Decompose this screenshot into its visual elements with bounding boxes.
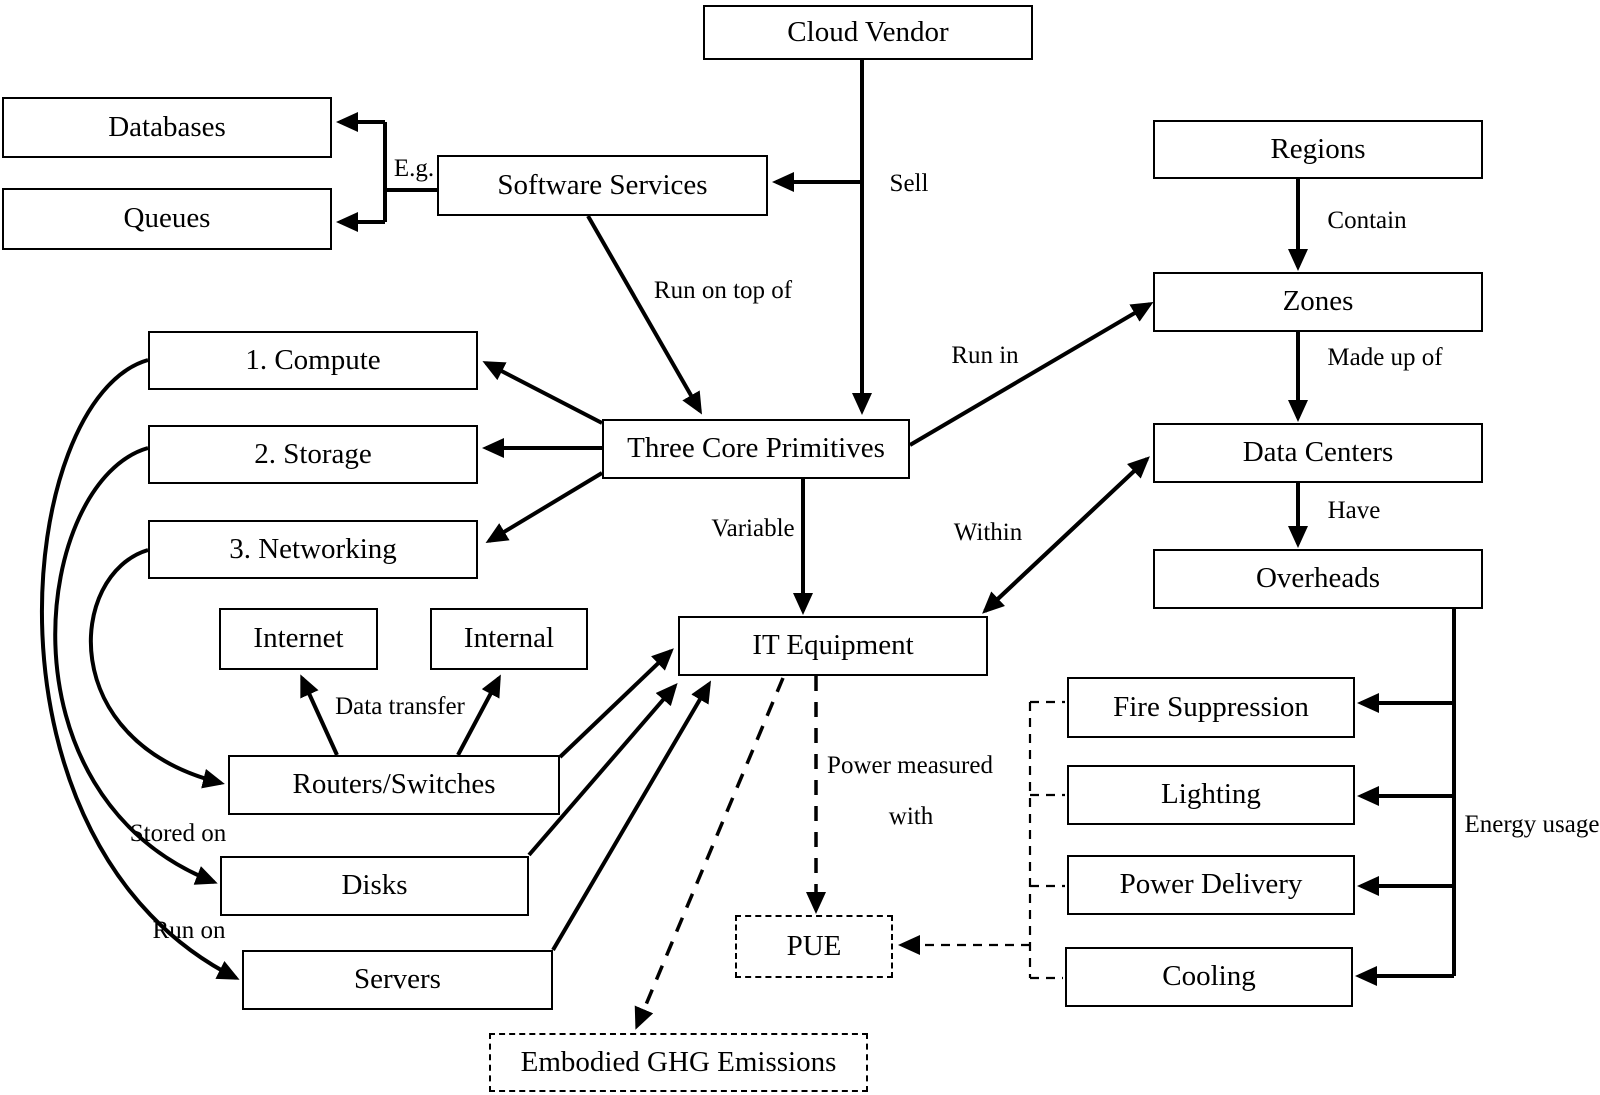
- edge-label-power-measured-with: with: [888, 803, 934, 830]
- node-fire-suppression: Fire Suppression: [1067, 677, 1355, 738]
- edge-label-eg: E.g.: [393, 155, 435, 182]
- node-networking: 3. Networking: [148, 520, 478, 579]
- node-cloud-vendor: Cloud Vendor: [703, 5, 1033, 60]
- node-data-centers: Data Centers: [1153, 423, 1483, 483]
- node-overheads: Overheads: [1153, 549, 1483, 609]
- node-storage: 2. Storage: [148, 425, 478, 484]
- edge-overheaditems-bracket: [1030, 702, 1065, 978]
- node-embodied-ghg-emissions: Embodied GHG Emissions: [489, 1033, 868, 1092]
- edge-tcp-zones: [910, 304, 1150, 445]
- edge-networking-routers-curve: [91, 550, 221, 783]
- edge-label-stored-on: Stored on: [129, 820, 227, 847]
- node-regions: Regions: [1153, 120, 1483, 179]
- edge-label-power-measured: Power measured: [827, 752, 993, 779]
- edge-label-within: Within: [953, 519, 1023, 546]
- edge-label-contain: Contain: [1327, 207, 1407, 234]
- node-queues: Queues: [2, 188, 332, 250]
- node-pue: PUE: [735, 915, 893, 978]
- node-software-services: Software Services: [437, 155, 768, 216]
- edge-tcp-compute: [486, 363, 602, 423]
- node-three-core-primitives: Three Core Primitives: [602, 419, 910, 479]
- edge-label-have: Have: [1327, 497, 1381, 524]
- node-zones: Zones: [1153, 272, 1483, 332]
- edge-tcp-networking: [489, 473, 602, 541]
- node-databases: Databases: [2, 97, 332, 158]
- edge-label-sell: Sell: [889, 170, 929, 197]
- edge-routers-internet: [302, 678, 337, 755]
- node-internal: Internal: [430, 608, 588, 670]
- node-power-delivery: Power Delivery: [1067, 855, 1355, 915]
- edge-label-made-up-of: Made up of: [1327, 344, 1443, 371]
- node-cooling: Cooling: [1065, 947, 1353, 1007]
- edge-label-run-on-top-of: Run on top of: [653, 277, 793, 304]
- node-routers-switches: Routers/Switches: [228, 755, 560, 815]
- node-servers: Servers: [242, 950, 553, 1010]
- node-internet: Internet: [219, 608, 378, 670]
- edge-storage-disks-curve: [55, 448, 214, 882]
- edge-label-run-on: Run on: [152, 917, 226, 944]
- edge-softwareservices-tcp: [588, 216, 700, 411]
- node-disks: Disks: [220, 856, 529, 916]
- edge-servers-itequipment: [553, 684, 709, 950]
- edge-label-energy-usage: Energy usage: [1464, 811, 1600, 838]
- node-lighting: Lighting: [1067, 765, 1355, 825]
- edge-label-variable: Variable: [711, 515, 795, 542]
- edge-label-data-transfer: Data transfer: [335, 693, 465, 720]
- node-compute: 1. Compute: [148, 331, 478, 390]
- edge-label-run-in: Run in: [951, 342, 1019, 369]
- node-it-equipment: IT Equipment: [678, 616, 988, 676]
